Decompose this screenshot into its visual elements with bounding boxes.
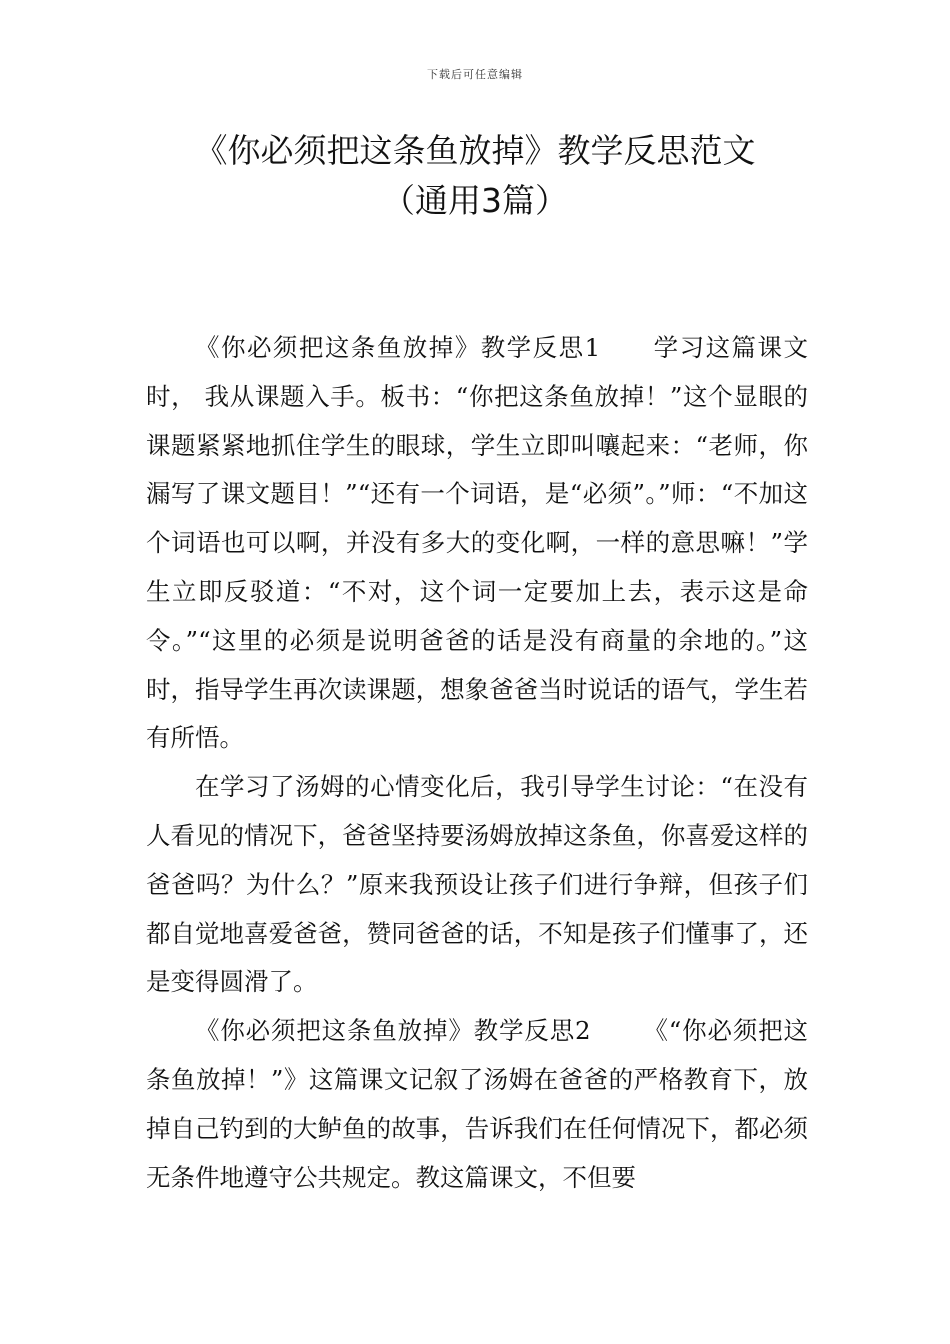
title-line-1: 《你必须把这条鱼放掉》教学反思范文 bbox=[194, 131, 756, 170]
header-note: 下载后可任意编辑 bbox=[427, 68, 523, 81]
paragraph-text-1: 学习这篇课文时， 我从课题入手。板书：“你把这条鱼放掉！”这个显眼的课题紧紧地抓住学生的眼球，学生立即叫嚷起来：“老师，你漏写了课文题目！”“还有一个词语，是“必须”。”师：“不加这个词语也可以啊，并没有多大的变化啊，一样的意思嘛！”学生立即反驳道：“不对，这个词一定要加上去，表示这是命令。”“这里的必须是说明爸爸的话是没有商量的余地的。”这时，指导学生再次读课题，想象爸爸当时说话的语气，学生若有所悟。 bbox=[146, 333, 809, 753]
document-body bbox=[146, 324, 808, 1202]
document-title bbox=[0, 126, 950, 226]
paragraph-2 bbox=[146, 763, 808, 1007]
paragraph-text-3: 《“你必须把这条鱼放掉！”》这篇课文记叙了汤姆在爸爸的严格教育下，放掉自己钓到的大鲈鱼的故事，告诉我们在任何情况下，都必须无条件地遵守公共规定。教这篇课文，不但要 bbox=[146, 1016, 808, 1192]
title-line-2: （通用3篇） bbox=[382, 181, 568, 220]
section-heading-2: 《你必须把这条鱼放掉》教学反思2 bbox=[195, 1016, 591, 1046]
paragraph-1 bbox=[146, 324, 808, 763]
paragraph-text-2: 在学习了汤姆的心情变化后，我引导学生讨论：“在没有人看见的情况下，爸爸坚持要汤姆放掉这条鱼，你喜爱这样的爸爸吗？为什么？”原来我预设让孩子们进行争辩，但孩子们都自觉地喜爱爸爸，赞同爸爸的话，不知是孩子们懂事了，还是变得圆滑了。 bbox=[146, 772, 808, 997]
section-heading-1: 《你必须把这条鱼放掉》教学反思1 bbox=[195, 333, 601, 362]
paragraph-3 bbox=[146, 1007, 808, 1202]
